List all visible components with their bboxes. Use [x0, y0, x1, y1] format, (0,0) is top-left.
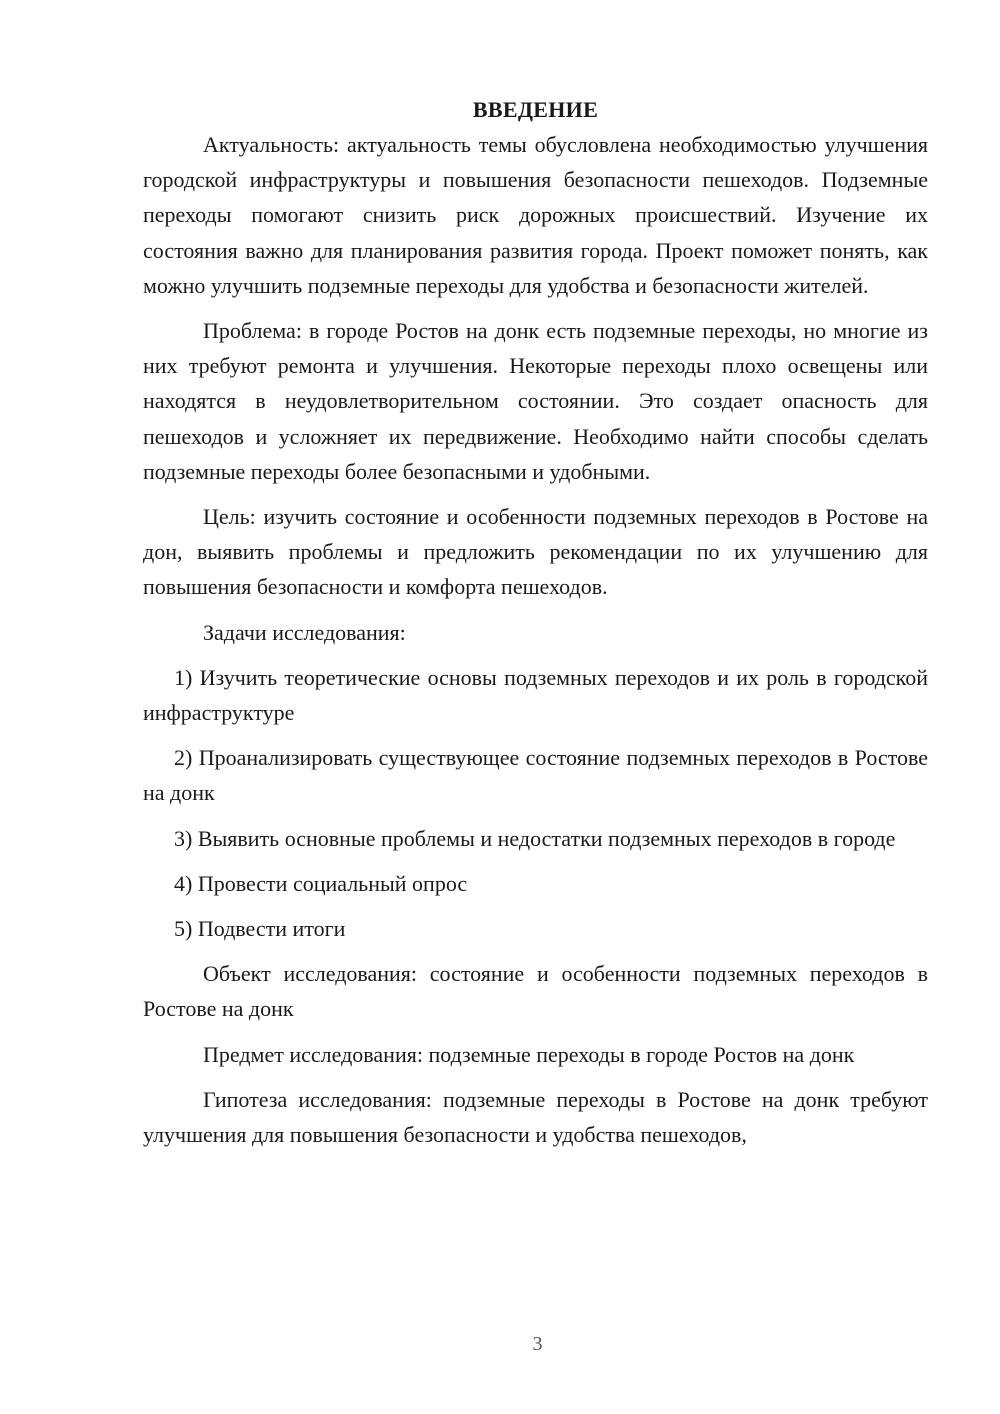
paragraph-object: Объект исследования: состояние и особенности подземных переходов в Ростове на донк	[143, 961, 928, 1022]
paragraph-hypothesis: Гипотеза исследования: подземные переходы в Ростове на донк требуют улучшения для повышения безопасности и удобства пешеходов,	[143, 1086, 928, 1148]
task-item-1: 1) Изучить теоретические основы подземных переходов и их роль в городской инфраструктуре	[143, 664, 928, 726]
task-item-2: 2) Проанализировать существующее состояние подземных переходов в Ростове на донк	[143, 745, 928, 806]
paragraph-tasks-heading: Задачи исследования:	[203, 619, 406, 645]
task-item-4: 4) Провести социальный опрос	[174, 870, 468, 896]
page-number: 3	[532, 1333, 543, 1355]
document-page	[143, 92, 928, 1162]
paragraph-problem: Проблема: в городе Ростов на донк есть подземные переходы, но многие из них требуют ремонта и улучшения. Некоторые переходы плохо освещены или находятся в неудовлетворительном состоянии. Это создает опасность для пешеходов и усложняет их передвижение. Необходимо найти способы сделать подземные переходы более безопасными и удобными.	[143, 318, 928, 484]
paragraph-relevance: Актуальность: актуальность темы обусловлена необходимостью улучшения городской инфраструктуры и повышения безопасности пешеходов. Подземные переходы помогают снизить риск дорожных происшествий. Изучение их состояния важно для планирования развития города. Проект поможет понять, как можно улучшить подземные переходы для удобства и безопасности жителей.	[143, 132, 928, 298]
page-title: ВВЕДЕНИЕ	[472, 97, 599, 122]
paragraph-goal: Цель: изучить состояние и особенности подземных переходов в Ростове на дон, выявить проблемы и предложить рекомендации по их улучшению для повышения безопасности и комфорта пешеходов.	[143, 504, 928, 600]
paragraph-subject: Предмет исследования: подземные переходы в городе Ростов на донк	[203, 1041, 855, 1067]
task-item-3: 3) Выявить основные проблемы и недостатки подземных переходов в городе	[174, 825, 896, 851]
task-item-5: 5) Подвести итоги	[174, 916, 346, 942]
